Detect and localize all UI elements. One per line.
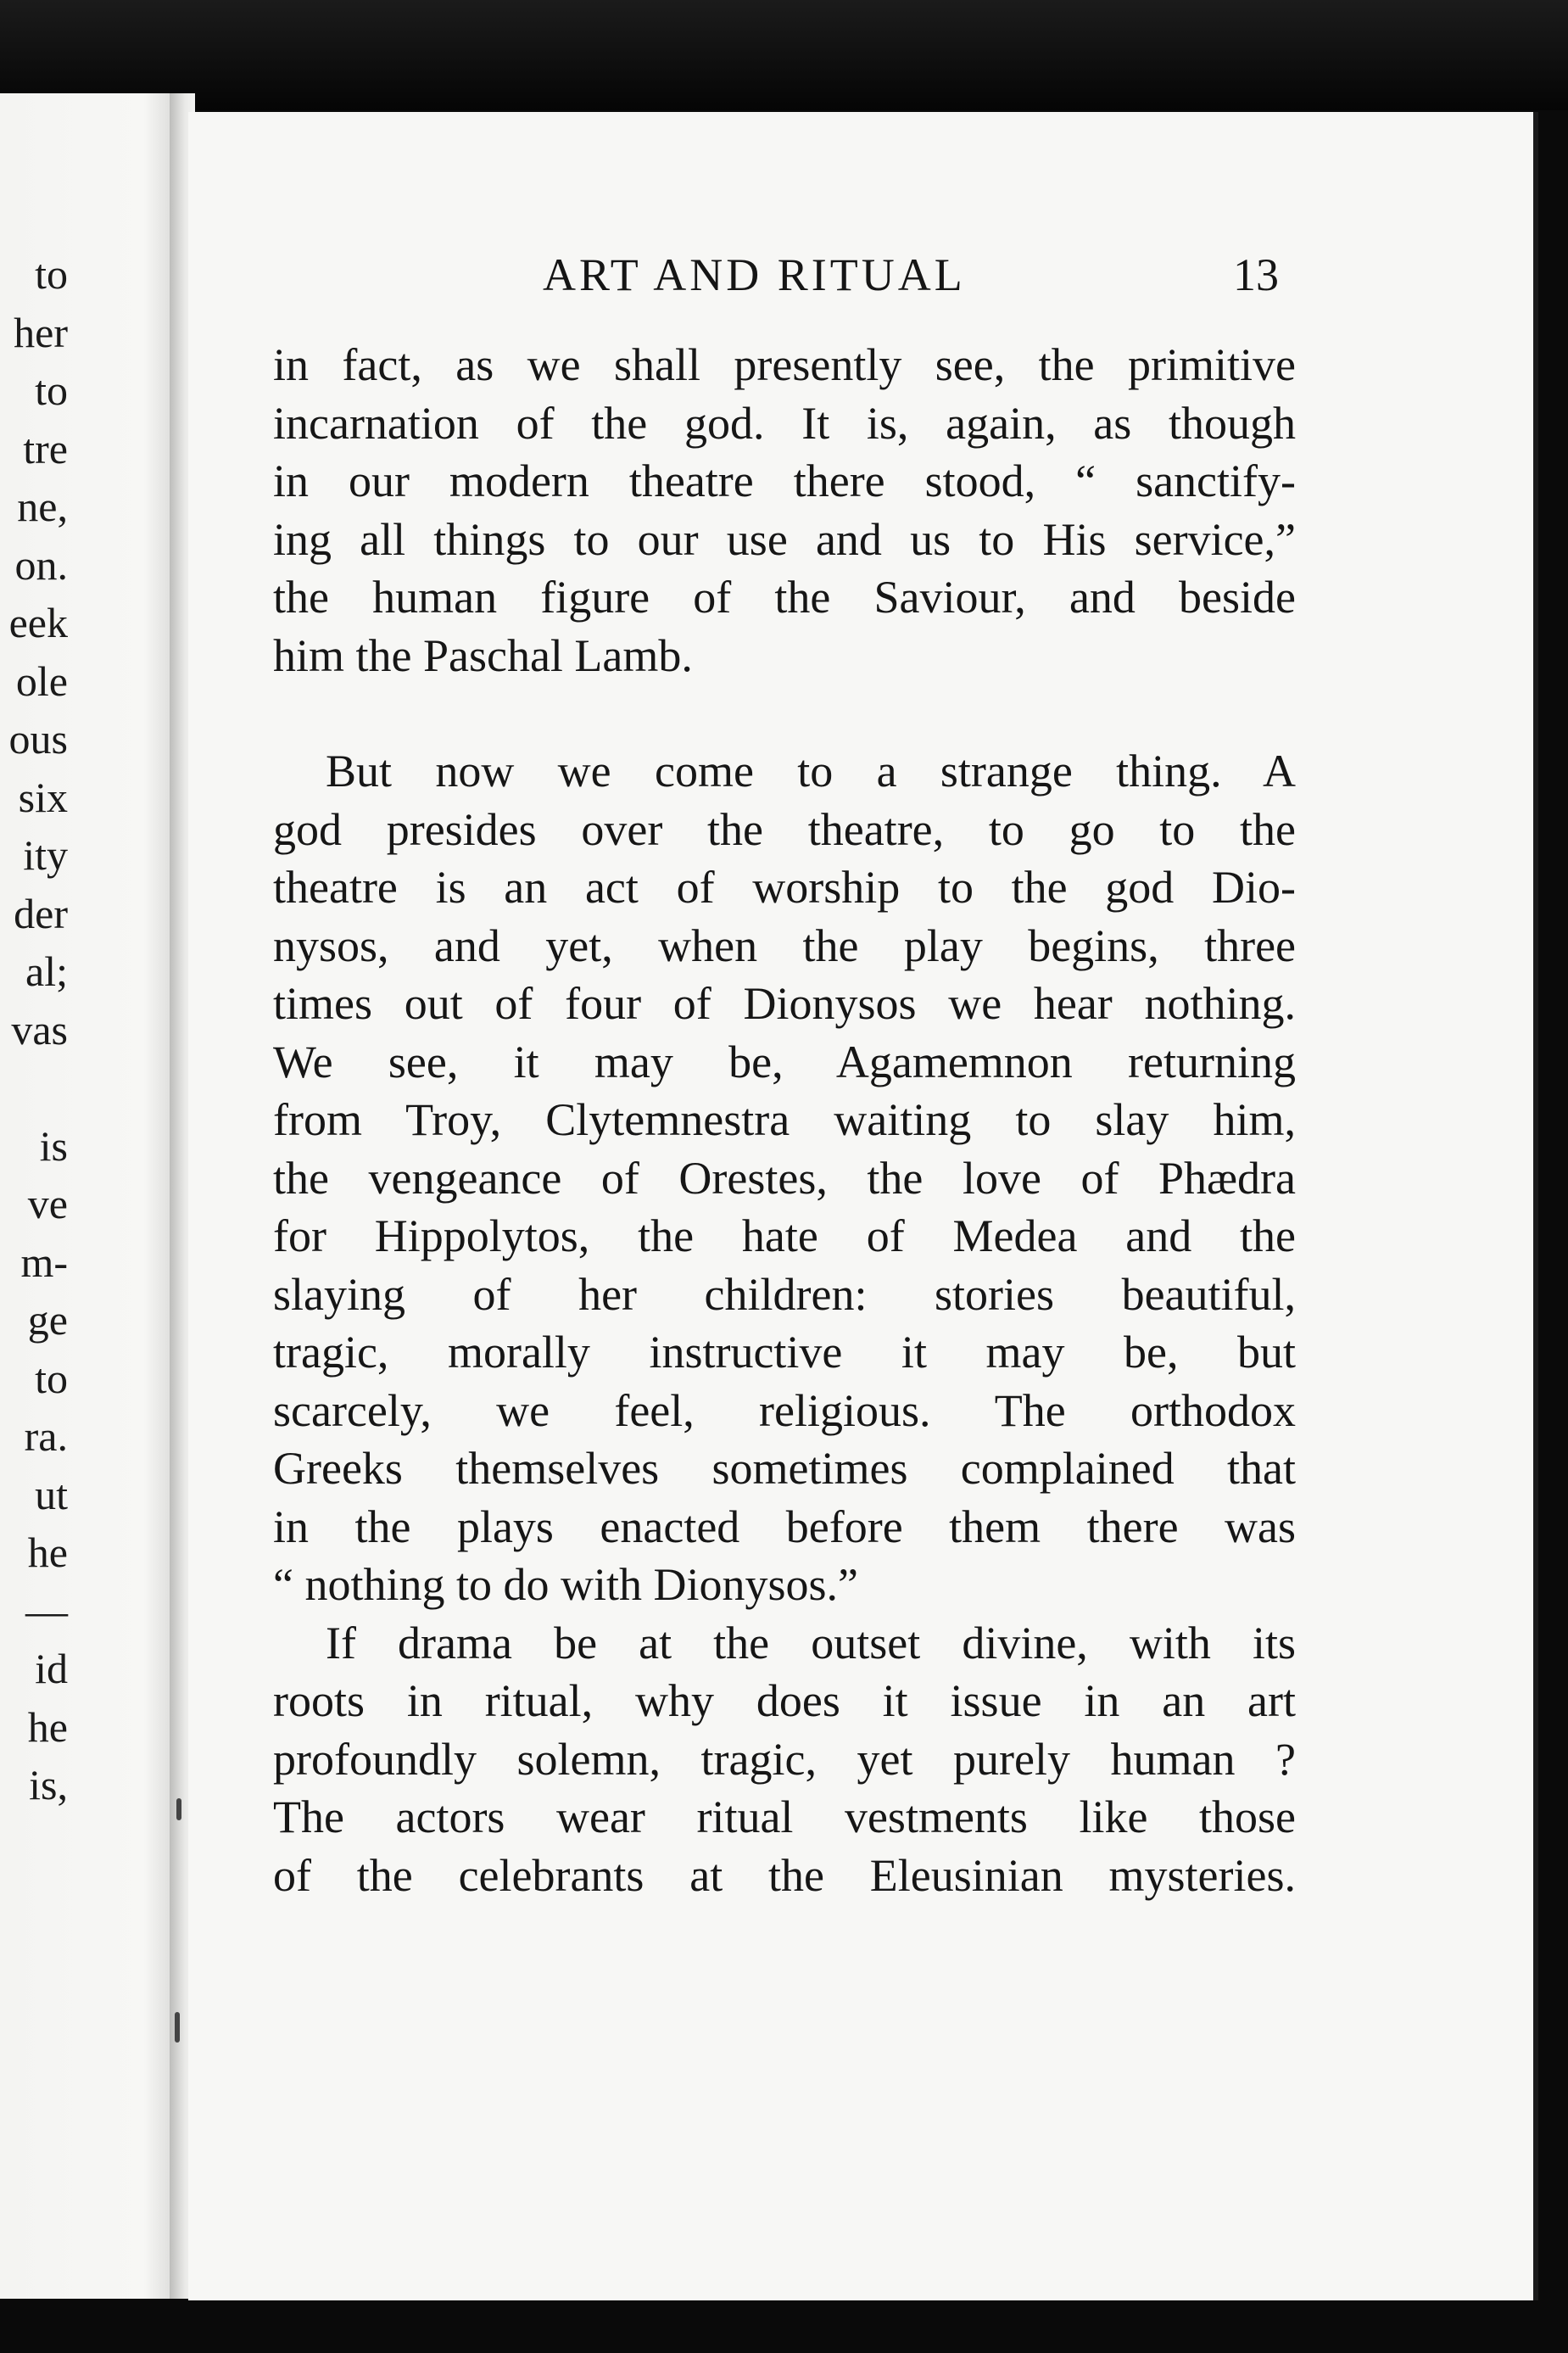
page-number: 13 (1233, 249, 1279, 300)
facing-page-fragment: ge (27, 1296, 68, 1344)
facing-page-fragment: id (35, 1645, 68, 1692)
text-line: nysos, and yet, when the play begins, three (273, 919, 1296, 971)
facing-page-fragment: ity (23, 831, 68, 879)
facing-page-fragment: six (18, 773, 68, 821)
facing-page-left (0, 93, 180, 2299)
facing-page-fragment: vas (11, 1005, 68, 1054)
facing-page-fragment: he (27, 1529, 68, 1576)
scan-mark (176, 1798, 181, 1820)
text-line: roots in ritual, why does it issue in an art (273, 1675, 1296, 1726)
text-line: from Troy, Clytemnestra waiting to slay him, (273, 1094, 1296, 1145)
facing-page-fragment: on. (14, 540, 68, 589)
paragraph (273, 1614, 1296, 1905)
paragraph-gap (273, 685, 1296, 742)
text-line: for Hippolytos, the hate of Medea and the (273, 1210, 1296, 1261)
text-line: the human figure of the Saviour, and beside (273, 572, 1296, 623)
facing-page-fragment: ous (8, 715, 68, 763)
facing-page-fragment: to (35, 1354, 68, 1402)
text-line: times out of four of Dionysos we hear nothing. (273, 978, 1296, 1029)
text-line: “ nothing to do with Dionysos.” (273, 1559, 858, 1610)
facing-page-fragment: al; (25, 947, 68, 995)
facing-page-fragment: is (39, 1121, 68, 1170)
text-line: in fact, as we shall presently see, the primitive (273, 339, 1296, 390)
facing-page-fragment: to (35, 250, 68, 298)
text-line: But now we come to a strange thing. A (326, 746, 1296, 796)
text-line: The actors wear ritual vestments like those (273, 1791, 1296, 1842)
text-line: profoundly solemn, tragic, yet purely human ? (273, 1733, 1296, 1785)
text-line: the vengeance of Orestes, the love of Phædra (273, 1152, 1296, 1204)
text-line: We see, it may be, Agamemnon returning (273, 1036, 1296, 1087)
text-line: ing all things to our use and us to His service,” (273, 513, 1296, 565)
facing-page-fragment: ne, (17, 483, 68, 530)
text-line: If drama be at the outset divine, with its (326, 1617, 1296, 1668)
text-line: of the celebrants at the Eleusinian mysteries. (273, 1849, 1296, 1901)
facing-page-fragment: ut (35, 1470, 68, 1518)
paragraph (273, 336, 1296, 685)
facing-page-fragment: to (35, 366, 68, 414)
facing-page-fragment: he (27, 1702, 68, 1751)
facing-page-fragment: m- (20, 1238, 68, 1286)
text-line: scarcely, we feel, religious. The orthodox (273, 1384, 1296, 1436)
body-text (273, 336, 1296, 1904)
facing-page-fragment: ra. (24, 1412, 68, 1460)
facing-page-fragment: ve (27, 1180, 68, 1227)
text-line: god presides over the theatre, to go to the (273, 803, 1296, 855)
scan-mark (175, 2012, 180, 2043)
facing-page-fragment: ole (15, 657, 68, 705)
text-line: slaying of her children: stories beautiful, (273, 1268, 1296, 1320)
facing-page-fragment: is, (29, 1761, 68, 1808)
facing-page-fragment: der (14, 889, 68, 937)
text-line: theatre is an act of worship to the god Dio- (273, 862, 1296, 913)
text-line: tragic, morally instructive it may be, but (273, 1327, 1296, 1378)
book-page (188, 112, 1533, 2300)
text-line: in the plays enacted before them there was (273, 1501, 1296, 1552)
facing-page-fragment: eek (8, 599, 68, 646)
running-title: ART AND RITUAL (543, 249, 966, 300)
facing-page-fragment: — (25, 1586, 68, 1635)
text-line: him the Paschal Lamb. (273, 629, 693, 681)
facing-page-fragment: her (14, 308, 68, 356)
text-line: Greeks themselves sometimes complained that (273, 1443, 1296, 1494)
text-line: incarnation of the god. It is, again, as though (273, 397, 1296, 449)
text-line: in our modern theatre there stood, “ sanctify- (273, 456, 1296, 506)
facing-page-fragment: tre (23, 424, 68, 472)
paragraph (273, 742, 1296, 1614)
running-header (188, 249, 1533, 316)
